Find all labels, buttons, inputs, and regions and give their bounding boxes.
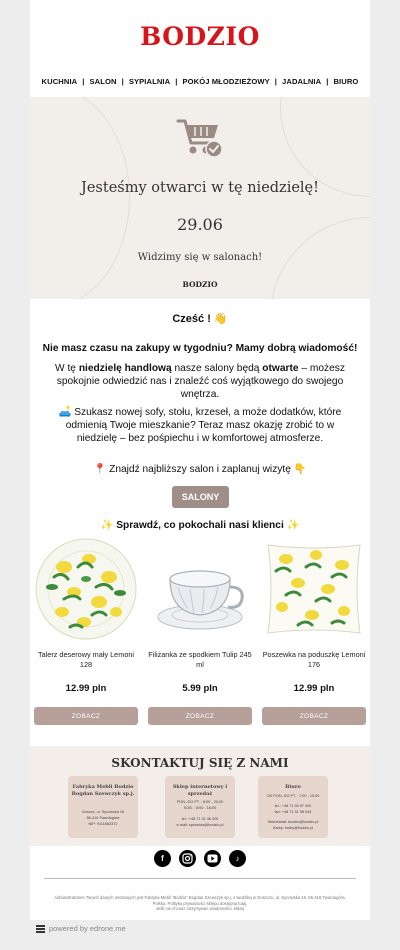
section-title: ✨ Sprawdź, co pokochali nasi klienci ✨	[100, 520, 300, 531]
nav-item-sypialnia[interactable]: SYPIALNIA	[128, 77, 171, 86]
nav-item-biuro[interactable]: BIURO	[333, 77, 359, 86]
nav-item-jadalnia[interactable]: JADALNIA	[282, 77, 322, 86]
menu-icon	[36, 925, 45, 933]
product-price: 5.99 pln	[182, 683, 218, 694]
tiktok-icon[interactable]: ♪	[229, 850, 246, 867]
product-image-pillowcase[interactable]	[262, 537, 366, 641]
product-image-plate[interactable]	[34, 537, 138, 641]
product-price: 12.99 pln	[65, 683, 107, 694]
product-image-cup[interactable]	[148, 537, 252, 641]
product-name[interactable]: Filiżanka ze spodkiem Tulip 245 ml	[148, 650, 252, 669]
product-name[interactable]: Talerz deserowy mały Lemoni 128	[37, 650, 135, 669]
footer-legal: Administratorem Twoich danych osobowych jest Fabryka Mebli "Bodzio" Bogdan Szewczyk sp.j. z siedzibą w Goszczu, ul. Sycowska 16, 56-416 Twardogóra, Polska. Polityka prywatności sklepu dostępna tutaj. Jeśli nie chcesz otrzymywać wiadomości, kliknij	[50, 895, 350, 912]
instagram-icon[interactable]	[179, 850, 196, 867]
contact-card-shop: Sklep internetowy i sprzedaż PON.-DO PT. : 8:00 - 20:00 SOB. : 8:00 - 16:00 tel.: +48 71 31 46 000 e-mail: sprzedaz@bodzio.pl	[165, 776, 235, 838]
nav-item-pokoj-mlodziezowy[interactable]: POKÓJ MŁODZIEŻOWY	[182, 77, 270, 86]
hero-banner	[30, 97, 370, 299]
product-price: 12.99 pln	[293, 683, 335, 694]
hero-brand: BODZIO	[182, 280, 218, 289]
salony-button[interactable]: SALONY	[172, 486, 229, 508]
nav-item-kuchnia[interactable]: KUCHNIA	[41, 77, 78, 86]
nav-item-salon[interactable]: SALON	[89, 77, 117, 86]
greeting: Cześć ! 👋	[172, 313, 228, 325]
product-name[interactable]: Poszewka na poduszkę Lemoni 176	[262, 650, 366, 669]
youtube-icon[interactable]	[204, 850, 221, 867]
find-salon-text: 📍 Znajdź najbliższy salon i zaplanuj wizytę 👇	[93, 464, 307, 475]
unsubscribe-link[interactable]: Jeśli nie chcesz otrzymywać wiadomości, kliknij	[155, 906, 245, 911]
main-nav: KUCHNIA | SALON | SYPIALNIA | POKÓJ MŁODZIEŻOWY | JADALNIA | BIURO	[41, 77, 359, 86]
contact-card-office: Biuro OD PON. DO PT. : 7:00 - 15:00 tel.: +48 71 39 97 000 fax: +48 71 31 58 044 Sekretariat: bodzio@bodzio.pl Kadry: kadry@bodzio.pl	[258, 776, 328, 838]
facebook-icon[interactable]: f	[154, 850, 171, 867]
intro-paragraph: W tę niedzielę handlową nasze salony będą otwarte – możesz spokojnie odwiedzić nas i znaleźć coś wyjątkowego do swojego wnętrza.	[55, 363, 345, 400]
contact-section	[30, 746, 370, 846]
zobacz-button[interactable]: ZOBACZ	[34, 707, 138, 725]
social-links	[30, 850, 370, 870]
hero-subtitle: Widzimy się w salonach!	[137, 252, 263, 263]
email-container	[30, 0, 370, 920]
contact-title: SKONTAKTUJ SIĘ Z NAMI	[111, 756, 289, 770]
footer-divider	[44, 878, 356, 879]
shopping-cart-check-icon	[176, 115, 224, 159]
zobacz-button[interactable]: ZOBACZ	[148, 707, 252, 725]
contact-card-factory: Fabryka Mebli Bodzio Bogdan Szewczyk sp.j. Goszcz, ul. Sycowska 16 56-416 Twardogóra NIP: 9111652372	[68, 776, 138, 838]
hero-date: 29.06	[177, 215, 223, 234]
zobacz-button[interactable]: ZOBACZ	[262, 707, 366, 725]
headline: Nie masz czasu na zakupy w tygodniu? Mamy dobrą wiadomość!	[42, 343, 358, 354]
hero-title: Jesteśmy otwarci w tę niedzielę!	[81, 180, 319, 196]
brand-logo[interactable]: BODZIO	[140, 22, 260, 51]
offer-paragraph: 🛋️ Szukasz nowej sofy, stołu, krzeseł, a może dodatków, które odmienią Twoje mieszkanie? Teraz masz okazję zrobić to w niedzielę – bez pośpiechu i w komfortowej atmosferze.	[58, 407, 342, 444]
powered-by[interactable]: powered by edrone.me	[36, 924, 126, 933]
